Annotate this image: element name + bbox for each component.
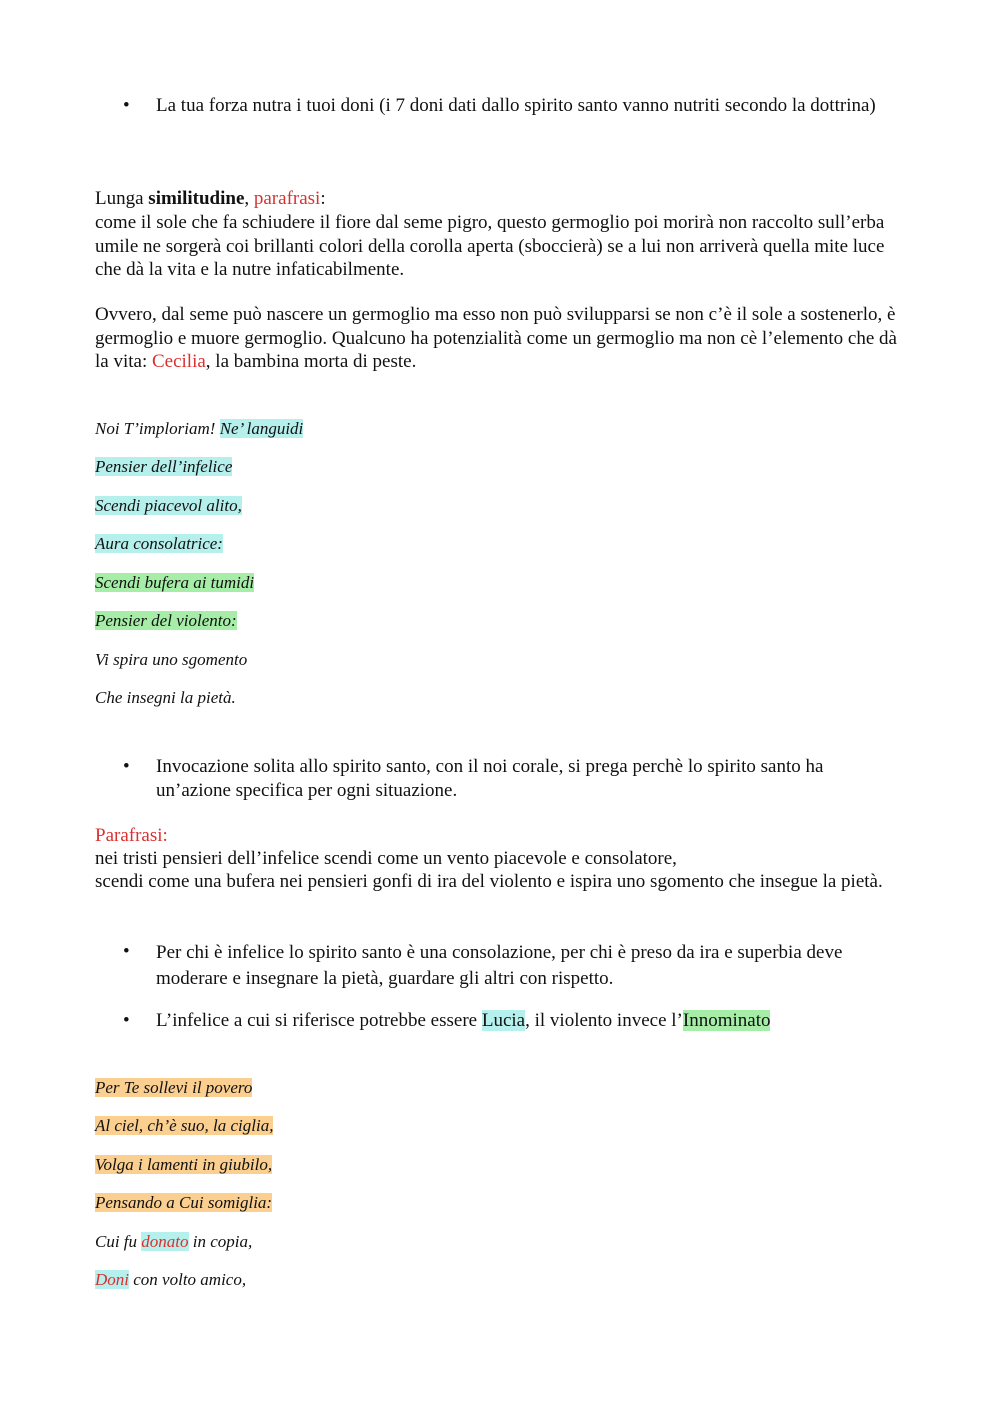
bullet-item-infelice: [123, 1009, 896, 1033]
bullet-item-forza: [123, 94, 896, 118]
verse-text: Cui fu: [95, 1232, 142, 1251]
verse2-line-3: [95, 1154, 272, 1176]
verse-highlight-cyan: Scendi piacevol alito,: [95, 496, 242, 515]
verse-highlight-orange: Pensando a Cui somiglia:: [95, 1193, 273, 1212]
parafrasi-line-1: nei tristi pensieri dell’infelice scendi come un vento piacevole e consolatore,: [95, 848, 677, 869]
doni-word: Doni: [95, 1270, 129, 1289]
verse-text: Noi T’imploriam!: [95, 419, 220, 438]
verse-text: con volto amico,: [129, 1270, 247, 1289]
bullet-text: La tua forza nutra i tuoi doni (i 7 doni dati dallo spirito santo vanno nutriti secondo la dottrina): [156, 95, 876, 116]
bullet-dot: •: [123, 756, 130, 777]
bullet-text: L’infelice a cui si riferisce potrebbe essere: [156, 1010, 482, 1031]
innominato-name: Innominato: [682, 1010, 771, 1031]
verse-highlight-cyan: Pensier dell’infelice: [95, 457, 233, 476]
verse2-line-1: [95, 1077, 252, 1099]
heading-comma: ,: [244, 188, 254, 209]
verse2-line-4: [95, 1192, 272, 1214]
bullet-dot: •: [123, 1010, 130, 1031]
verse-highlight-orange: Al ciel, ch’è suo, la ciglia,: [95, 1116, 274, 1135]
donato-word: donato: [141, 1232, 189, 1251]
verse-highlight-cyan: Ne’ languidi: [219, 419, 304, 438]
bullet-dot: •: [123, 941, 130, 962]
bullet-text: Per chi è infelice lo spirito santo è una consolazione, per chi è preso da ira e superbia deve moderare e insegnare la pietà, guardare gli altri con rispetto.: [156, 942, 843, 989]
verse2-line-2: [95, 1115, 273, 1137]
parafrasi-line-2: scendi come una bufera nei pensieri gonfi di ira del violento e ispira uno sgomento che insegue la pietà.: [95, 871, 883, 892]
verse-line-1: [95, 418, 303, 440]
lucia-name: Lucia: [481, 1010, 526, 1031]
verse-highlight-orange: Per Te sollevi il povero: [95, 1078, 253, 1097]
ovvero-paragraph: [95, 303, 910, 374]
verse-line-5: [95, 572, 254, 594]
bullet-item-consolazione: [123, 940, 896, 992]
similitudine-paraphrase: come il sole che fa schiudere il fiore dal seme pigro, questo germoglio poi morirà non raccolto sull’erba umile ne sorgerà coi brillanti colori della corolla aperta (sboccierà) se a lui non arriverà quella mite luce che dà la vita e la nutre infaticabilmente.: [95, 212, 885, 280]
verse-line-6: [95, 610, 237, 632]
verse-highlight-green: Scendi bufera ai tumidi: [95, 573, 255, 592]
parafrasi-label: Parafrasi:: [95, 825, 168, 846]
heading-colon: :: [320, 188, 326, 209]
verse-line-7: Vi spira uno sgomento: [95, 650, 248, 669]
verse2-line-6: [95, 1269, 246, 1291]
verse-highlight-orange: Volga i lamenti in giubilo,: [95, 1155, 273, 1174]
verse-line-2: [95, 456, 232, 478]
heading-lead: Lunga: [95, 188, 149, 209]
cecilia-name: Cecilia: [151, 351, 206, 372]
bullet-dot: •: [123, 95, 130, 116]
verse2-line-5: [95, 1231, 252, 1253]
verse-line-4: [95, 533, 223, 555]
heading-bold: similitudine: [148, 188, 245, 209]
verse-highlight-cyan: Aura consolatrice:: [95, 534, 223, 553]
bullet-text: Invocazione solita allo spirito santo, con il noi corale, si prega perchè lo spirito santo ha un’azione specifica per ogni situazione.: [156, 756, 824, 801]
parafrasi-heading: [95, 824, 910, 848]
ovvero-tail: , la bambina morta di peste.: [205, 351, 417, 372]
verse-line-8: Che insegni la pietà.: [95, 688, 236, 707]
heading-red-word: parafrasi: [253, 188, 321, 209]
bullet-item-invocazione: [123, 755, 896, 803]
verse-line-3: [95, 495, 242, 517]
ovvero-text: Ovvero, dal seme può nascere un germoglio ma esso non può svilupparsi se non c’è il sole a sostenerlo, è germoglio e muore germoglio. Qualcuno ha potenzialità come un germoglio ma non cè l’elemento che dà la vita:: [95, 304, 897, 372]
similitudine-heading: [95, 187, 910, 211]
verse-highlight-green: Pensier del violento:: [95, 611, 237, 630]
verse-text: in copia,: [188, 1232, 253, 1251]
bullet-text: , il violento invece l’: [525, 1010, 683, 1031]
